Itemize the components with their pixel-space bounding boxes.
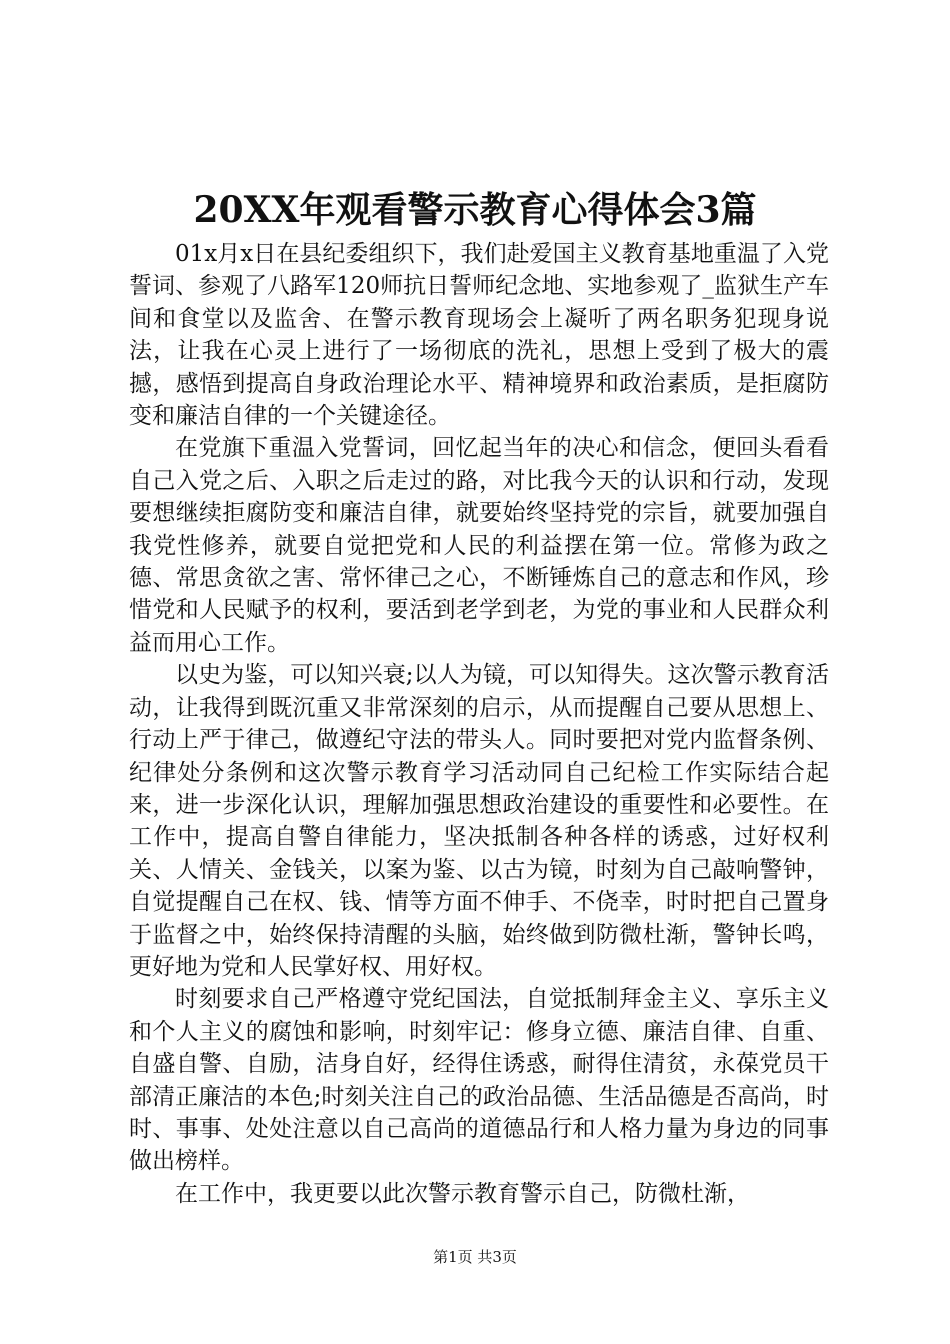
paragraph-3: 以史为鉴，可以知兴衰;以人为镜，可以知得失。这次警示教育活动，让我得到既沉重又非常深刻的启示，从而提醒自己要从思想上、行动上严于律己，做遵纪守法的带头人。同时要把对党内监督条例、纪律处分条例和这次警示教育学习活动同自己纪检工作实际结合起来，进一步深化认识，理解加强思想政治建设的重要性和必要性。在工作中，提高自警自律能力，坚决抵制各种各样的诱惑，过好权利关、人情关、金钱关，以案为鉴、以古为镜，时刻为自己敲响警钟，自觉提醒自己在权、钱、情等方面不伸手、不侥幸，时时把自己置身于监督之中，始终保持清醒的头脑，始终做到防微杜渐，警钟长鸣，更好地为党和人民掌好权、用好权。 bbox=[129, 662, 829, 980]
document-body bbox=[129, 238, 829, 1210]
document-title: 20XX年观看警示教育心得体会3篇 bbox=[193, 189, 757, 231]
page-footer: 第1页 共3页 bbox=[433, 1248, 517, 1266]
paragraph-5: 在工作中，我更要以此次警示教育警示自己，防微杜渐， bbox=[175, 1180, 750, 1207]
paragraph-4: 时刻要求自己严格遵守党纪国法，自觉抵制拜金主义、享乐主义和个人主义的腐蚀和影响，时刻牢记：修身立德、廉洁自律、自重、自盛自警、自励，洁身自好，经得住诱惑，耐得住清贫，永葆党员干部清正廉洁的本色;时刻关注自己的政治品德、生活品德是否高尚，时时、事事、处处注意以自己高尚的道德品行和人格力量为身边的同事做出榜样。 bbox=[129, 986, 829, 1175]
paragraph-2: 在党旗下重温入党誓词，回忆起当年的决心和信念，便回头看看自己入党之后、入职之后走过的路，对比我今天的认识和行动，发现要想继续拒腐防变和廉洁自律，就要始终坚持党的宗旨，就要加强自我党性修养，就要自觉把党和人民的利益摆在第一位。常修为政之德、常思贪欲之害、常怀律己之心，不断锤炼自己的意志和作风，珍惜党和人民赋予的权利，要活到老学到老，为党的事业和人民群众利益而用心工作。 bbox=[129, 435, 829, 656]
paragraph-1: 01x月x日在县纪委组织下，我们赴爱国主义教育基地重温了入党誓词、参观了八路军120师抗日誓师纪念地、实地参观了_监狱生产车间和食堂以及监舍、在警示教育现场会上凝听了两名职务犯现身说法，让我在心灵上进行了一场彻底的洗礼，思想上受到了极大的震撼，感悟到提高自身政治理论水平、精神境界和政治素质，是拒腐防变和廉洁自律的一个关键途径。 bbox=[129, 241, 829, 430]
